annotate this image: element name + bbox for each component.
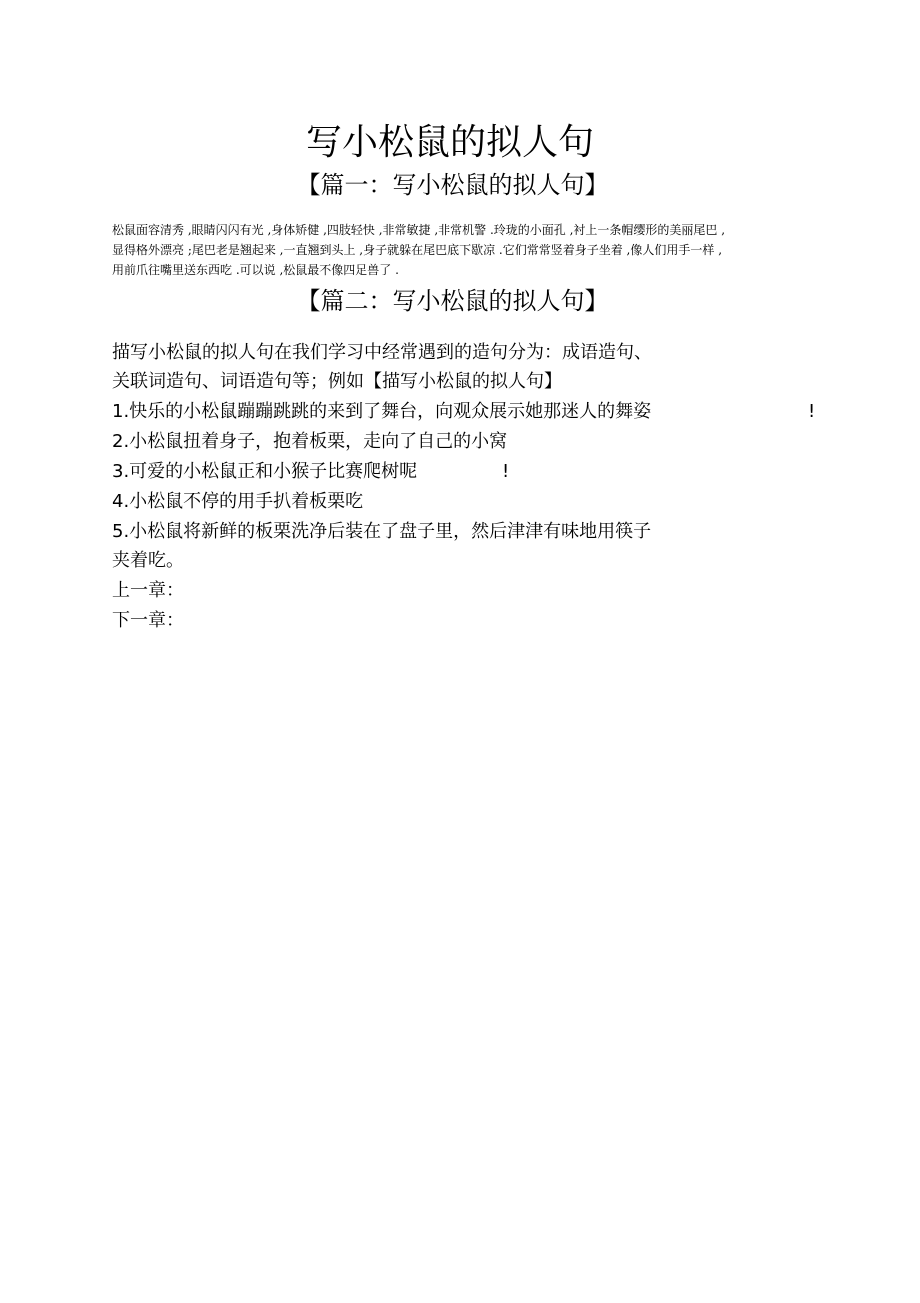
section-one-paragraph bbox=[112, 220, 812, 280]
example-item-4: 4.小松鼠不停的用手扒着板栗吃 bbox=[112, 491, 364, 512]
example-item-5-continued: 夹着吃。 bbox=[112, 550, 184, 571]
next-chapter-link[interactable]: 下一章： bbox=[112, 610, 184, 631]
example-item-1: 1.快乐的小松鼠蹦蹦跳跳的来到了舞台，向观众展示她那迷人的舞姿 bbox=[112, 401, 652, 422]
intro-line: 关联词造句、词语造句等；例如【描写小松鼠的拟人句】 bbox=[112, 371, 562, 392]
section-one-line: 显得格外漂亮 ;尾巴老是翘起来 ,一直翘到头上 ,身子就躲在尾巴底下歇凉 .它们常常竖着身子坐着 ,像人们用手一样 , bbox=[112, 243, 723, 257]
intro-line: 描写小松鼠的拟人句在我们学习中经常遇到的造句分为：成语造句、 bbox=[112, 342, 652, 363]
document-title: 写小松鼠的拟人句 bbox=[305, 122, 594, 163]
example-item-5: 5.小松鼠将新鲜的板栗洗净后装在了盘子里，然后津津有味地用筷子 bbox=[112, 521, 652, 542]
section-one-heading: 【篇一：写小松鼠的拟人句】 bbox=[296, 171, 609, 199]
prev-chapter-link[interactable]: 上一章： bbox=[112, 580, 184, 601]
example-item-1-exclamation: ! bbox=[808, 401, 816, 422]
section-one-line: 用前爪往嘴里送东西吃 .可以说 ,松鼠最不像四足兽了 . bbox=[112, 263, 399, 277]
section-one-line: 松鼠面容清秀 ,眼睛闪闪有光 ,身体矫健 ,四肢轻快 ,非常敏捷 ,非常机警 .玲珑的小面孔 ,衬上一条帽缨形的美丽尾巴 , bbox=[112, 223, 726, 237]
example-item-3: 3.可爱的小松鼠正和小猴子比赛爬树呢 bbox=[112, 461, 418, 482]
example-item-3-exclamation: ! bbox=[502, 461, 510, 482]
section-two-heading: 【篇二：写小松鼠的拟人句】 bbox=[296, 287, 609, 315]
example-item-2: 2.小松鼠扭着身子，抱着板栗，走向了自己的小窝 bbox=[112, 431, 508, 452]
